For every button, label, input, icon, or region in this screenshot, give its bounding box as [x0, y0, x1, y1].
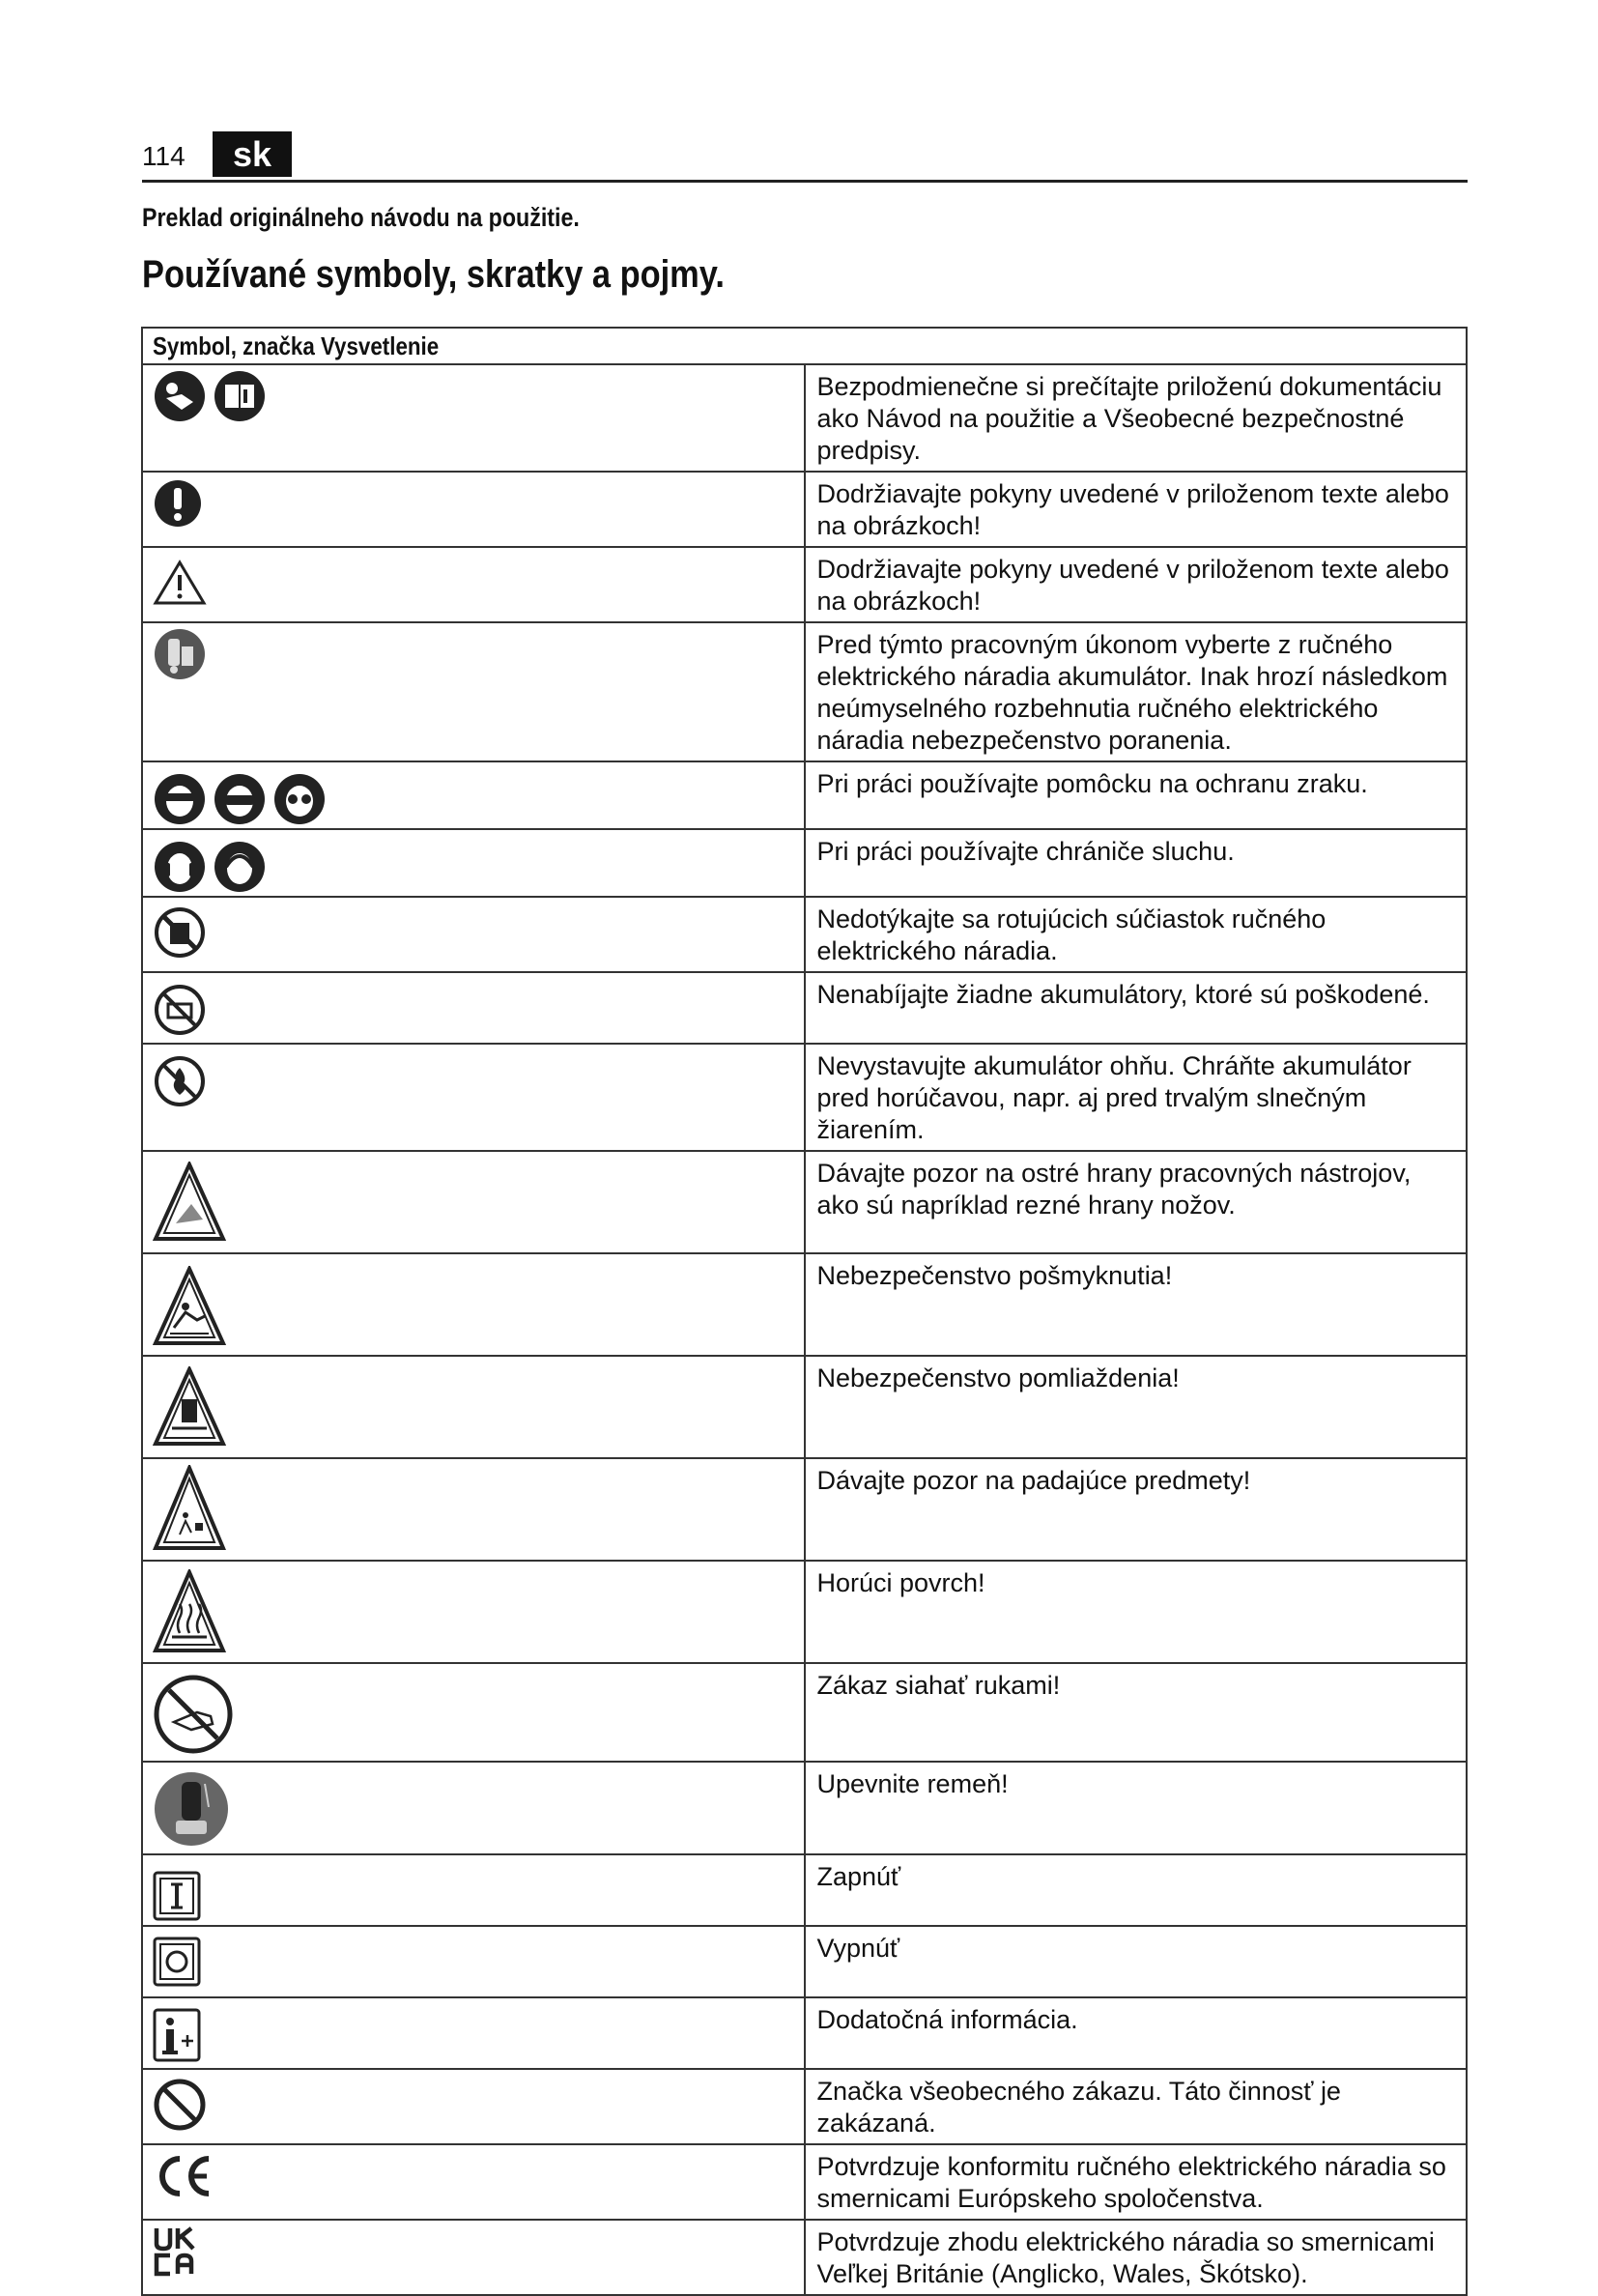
- safety-glasses-icon: [272, 772, 327, 826]
- no-touch-rotating-icon: [153, 905, 207, 960]
- row-description: Bezpodmienečne si prečítajte priloženú dokumentáciu ako Návod na použitie a Všeobecné bezpečnostné predpisy.: [805, 364, 1468, 472]
- row-description: Nevystavujte akumulátor ohňu. Chráňte akumulátor pred horúčavou, napr. aj pred trvalým slnečným žiarením.: [805, 1044, 1468, 1151]
- ear-muffs-icon: [213, 840, 267, 894]
- general-prohibition-icon: [153, 2078, 207, 2132]
- row-description: Dávajte pozor na ostré hrany pracovných nástrojov, ako sú napríklad rezné hrany nožov.: [805, 1151, 1468, 1253]
- hot-surface-warning-icon: [153, 1569, 226, 1654]
- row-description: Upevnite remeň!: [805, 1762, 1468, 1854]
- additional-info-icon: [153, 2008, 201, 2062]
- remove-battery-icon: [153, 627, 207, 681]
- table-row: [142, 897, 1467, 972]
- language-tab: sk: [213, 131, 292, 177]
- row-description: Dávajte pozor na padajúce predmety!: [805, 1458, 1468, 1561]
- falling-objects-warning-icon: [153, 1465, 226, 1552]
- slip-hazard-warning-icon: [153, 1266, 226, 1347]
- power-on-icon: [153, 1871, 201, 1921]
- page-header: [142, 131, 1468, 183]
- table-row: [142, 1356, 1467, 1458]
- symbols-table: [141, 327, 1468, 2296]
- table-row: [142, 364, 1467, 472]
- table-row: [142, 472, 1467, 547]
- no-fire-battery-icon: [153, 1054, 207, 1108]
- read-manual-icon: [153, 369, 207, 423]
- power-off-icon: [153, 1937, 201, 1987]
- row-description: Dodržiavajte pokyny uvedené v priloženom texte alebo na obrázkoch!: [805, 547, 1468, 622]
- table-row: [142, 622, 1467, 761]
- row-description: Nebezpečenstvo pomliaždenia!: [805, 1356, 1468, 1458]
- row-description: Nedotýkajte sa rotujúcich súčiastok ručného elektrického náradia.: [805, 897, 1468, 972]
- ce-mark-icon: [153, 2153, 214, 2199]
- face-shield-icon: [153, 772, 207, 826]
- table-row: [142, 972, 1467, 1044]
- table-row: [142, 2069, 1467, 2144]
- page-number: 114: [142, 141, 185, 171]
- table-row: [142, 761, 1467, 829]
- document-subtitle: Preklad originálneho návodu na použitie.: [142, 203, 580, 232]
- crush-hazard-warning-icon: [153, 1366, 226, 1448]
- row-description: Pred týmto pracovným úkonom vyberte z ručného elektrického náradia akumulátor. Inak hrozí následkom neúmyselného rozbehnutia ručného elektrického náradia nebezpečenstvo poranenia.: [805, 622, 1468, 761]
- sharp-edges-warning-icon: [153, 1162, 226, 1243]
- row-description: Zapnúť: [805, 1854, 1468, 1926]
- warning-triangle-icon: [153, 560, 207, 606]
- row-description: Zákaz siahať rukami!: [805, 1663, 1468, 1762]
- ear-protection-icon: [153, 840, 207, 894]
- safety-goggles-icon: [213, 772, 267, 826]
- row-description: Pri práci používajte pomôcku na ochranu zraku.: [805, 761, 1468, 829]
- table-header-row: [142, 328, 1467, 364]
- table-row: [142, 547, 1467, 622]
- row-description: Horúci povrch!: [805, 1561, 1468, 1663]
- table-header: Symbol, značka Vysvetlenie: [142, 328, 1467, 364]
- table-row: [142, 1151, 1467, 1253]
- table-row: [142, 1253, 1467, 1356]
- table-row: [142, 1663, 1467, 1762]
- row-description: Potvrdzuje konformitu ručného elektrického náradia so smernicami Európskeho spoločenstva.: [805, 2144, 1468, 2220]
- mandatory-exclamation-icon: [153, 476, 203, 531]
- row-description: Dodatočná informácia.: [805, 1997, 1468, 2069]
- row-description: Nebezpečenstvo pošmyknutia!: [805, 1253, 1468, 1356]
- no-hands-icon: [153, 1674, 234, 1755]
- fasten-strap-icon: [153, 1768, 230, 1850]
- ukca-mark-icon: [153, 2226, 199, 2277]
- no-damaged-battery-icon: [153, 983, 207, 1037]
- table-row: [142, 1854, 1467, 1926]
- table-row: [142, 1458, 1467, 1561]
- table-row: [142, 1926, 1467, 1997]
- row-description: Vypnúť: [805, 1926, 1468, 1997]
- row-description: Značka všeobecného zákazu. Táto činnosť je zakázaná.: [805, 2069, 1468, 2144]
- table-row: [142, 829, 1467, 897]
- information-book-icon: [213, 369, 267, 423]
- table-row: [142, 1044, 1467, 1151]
- table-row: [142, 1997, 1467, 2069]
- row-description: Potvrdzuje zhodu elektrického náradia so smernicami Veľkej Británie (Anglicko, Wales, Škótsko).: [805, 2220, 1468, 2295]
- row-description: Dodržiavajte pokyny uvedené v priloženom texte alebo na obrázkoch!: [805, 472, 1468, 547]
- table-row: [142, 1762, 1467, 1854]
- table-row: [142, 2220, 1467, 2295]
- table-row: [142, 1561, 1467, 1663]
- page-title: Používané symboly, skratky a pojmy.: [142, 253, 725, 296]
- row-description: Nenabíjajte žiadne akumulátory, ktoré sú poškodené.: [805, 972, 1468, 1044]
- row-description: Pri práci používajte chrániče sluchu.: [805, 829, 1468, 897]
- table-row: [142, 2144, 1467, 2220]
